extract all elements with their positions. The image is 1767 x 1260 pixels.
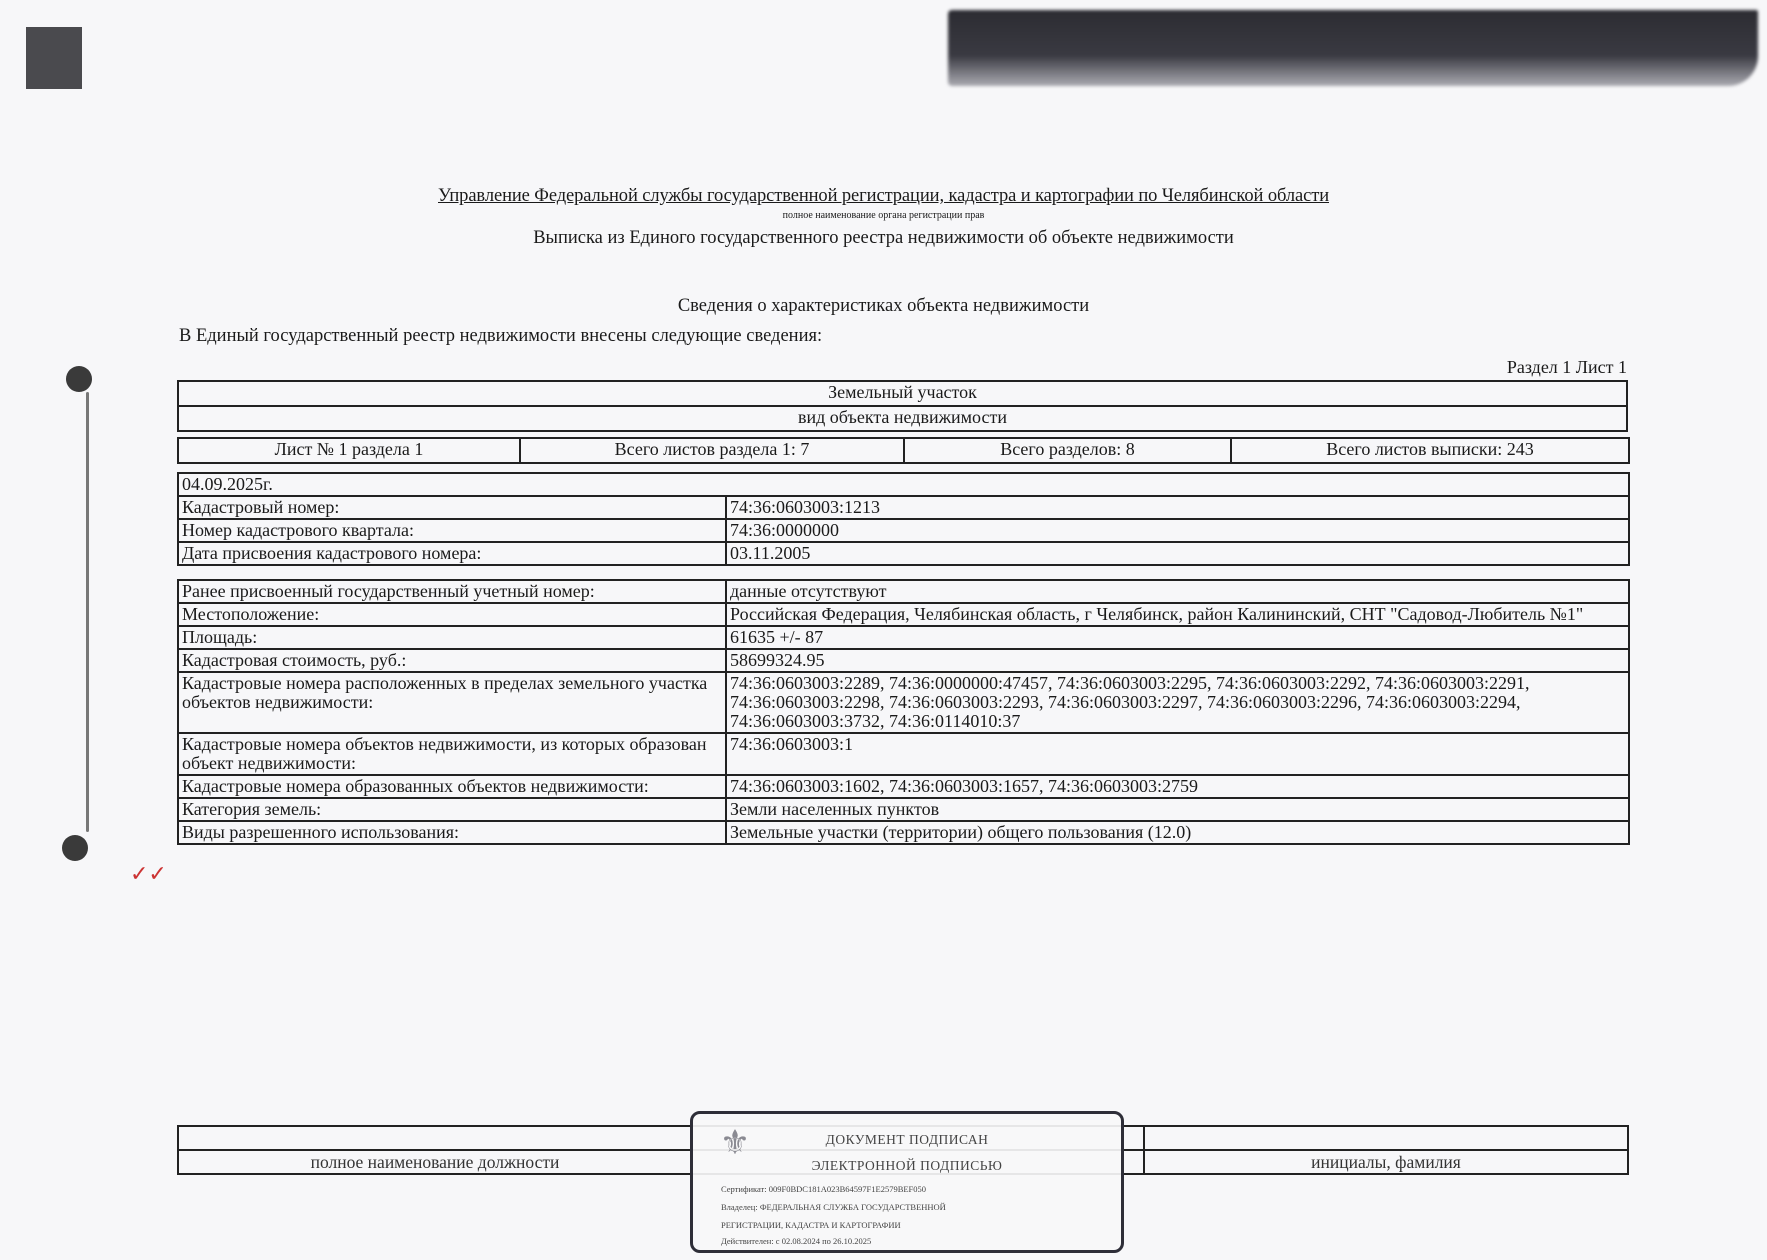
row-value: Земли населенных пунктов [726,798,1629,821]
row-value: 74:36:0603003:1 [726,733,1629,775]
table-row [178,580,1629,603]
row-value: Земельные участки (территории) общего пользования (12.0) [726,821,1629,844]
table-row [178,649,1629,672]
identification-table [177,472,1630,566]
characteristics-table [177,579,1630,845]
binder-line [86,392,89,832]
table-row [178,542,1629,565]
table-row [178,626,1629,649]
scan-smudge [948,10,1758,86]
row-label: Номер кадастрового квартала: [178,519,726,542]
row-label: Кадастровые номера образованных объектов недвижимости: [178,775,726,798]
row-label: Кадастровые номера объектов недвижимости, из которых образован объект недвижимости: [178,733,726,775]
row-label: Дата присвоения кадастрового номера: [178,542,726,565]
row-label: Ранее присвоенный государственный учетный номер: [178,580,726,603]
row-value: 74:36:0603003:2289, 74:36:0000000:47457, 74:36:0603003:2295, 74:36:0603003:2292, 74:36:0603003:2291, 74:36:0603003:2298, 74:36:0603003:2293, 74:36:0603003:2297, 74:36:0603003:2296, 74:36:0603003:2294, 74:36:0603003:3732, 74:36:0114010:37 [726,672,1629,733]
row-label: Площадь: [178,626,726,649]
row-value: Российская Федерация, Челябинская область, г Челябинск, район Калининский, СНТ "Садовод-Любитель №1" [726,603,1629,626]
e-signature-stamp [690,1111,1124,1253]
stamp-owner-line1: Владелец: ФЕДЕРАЛЬНАЯ СЛУЖБА ГОСУДАРСТВЕННОЙ [721,1202,946,1212]
section-title: Сведения о характеристиках объекта недвижимости [677,296,1090,316]
extract-date: 04.09.2025г. [178,473,1629,496]
stamp-owner-line2: РЕГИСТРАЦИИ, КАДАСТРА И КАРТОГРАФИИ [721,1220,901,1230]
sheets-in-section: Всего листов раздела 1: 7 [520,438,904,463]
table-row [178,733,1629,775]
row-value: 74:36:0000000 [726,519,1629,542]
table-row [178,672,1629,733]
table-row [178,496,1629,519]
name-caption: инициалы, фамилия [1144,1150,1628,1174]
table-row [178,798,1629,821]
stamp-validity: Действителен: с 02.08.2024 по 26.10.2025 [721,1236,872,1246]
stamp-certificate: Сертификат: 009F0BDC181A023B64597F1E2579BEF050 [721,1184,927,1194]
row-value: 74:36:0603003:1602, 74:36:0603003:1657, 74:36:0603003:2759 [726,775,1629,798]
sheets-table [177,437,1630,464]
check-mark-icon: ✓✓ [130,862,167,887]
section-label: Раздел 1 Лист 1 [1506,357,1627,377]
total-sections: Всего разделов: 8 [904,438,1231,463]
row-value: 58699324.95 [726,649,1629,672]
punch-hole-bottom [62,835,88,861]
row-label: Местоположение: [178,603,726,626]
stamp-title-line2: ЭЛЕКТРОННОЙ ПОДПИСЬЮ [811,1158,1003,1173]
object-type: Земельный участок [178,381,1627,406]
intro-text: В Единый государственный реестр недвижимости внесены следующие сведения: [179,326,823,346]
row-value: данные отсутствуют [726,580,1629,603]
row-value: 61635 +/- 87 [726,626,1629,649]
position-caption: полное наименование должности [178,1150,692,1174]
object-type-caption: вид объекта недвижимости [178,406,1627,431]
table-row [178,821,1629,844]
row-label: Виды разрешенного использования: [178,821,726,844]
total-sheets: Всего листов выписки: 243 [1231,438,1629,463]
sheet-number: Лист № 1 раздела 1 [178,438,520,463]
row-value: 03.11.2005 [726,542,1629,565]
row-label: Кадастровые номера расположенных в пределах земельного участка объектов недвижимости: [178,672,726,733]
table-row [178,775,1629,798]
coat-of-arms-icon: ⚜ [719,1123,751,1163]
document-title: Выписка из Единого государственного реестра недвижимости об объекте недвижимости [533,228,1234,248]
organization-name: Управление Федеральной службы государственной регистрации, кадастра и картографии по Челябинской области [438,186,1329,206]
organization-caption: полное наименование органа регистрации прав [782,210,985,221]
scan-corner-mark [26,27,82,89]
row-label: Кадастровый номер: [178,496,726,519]
punch-hole-top [66,366,92,392]
table-row [178,519,1629,542]
row-label: Кадастровая стоимость, руб.: [178,649,726,672]
table-row [178,603,1629,626]
stamp-title-line1: ДОКУМЕНТ ПОДПИСАН [825,1132,989,1147]
row-value: 74:36:0603003:1213 [726,496,1629,519]
row-label: Категория земель: [178,798,726,821]
object-type-table [177,380,1628,432]
